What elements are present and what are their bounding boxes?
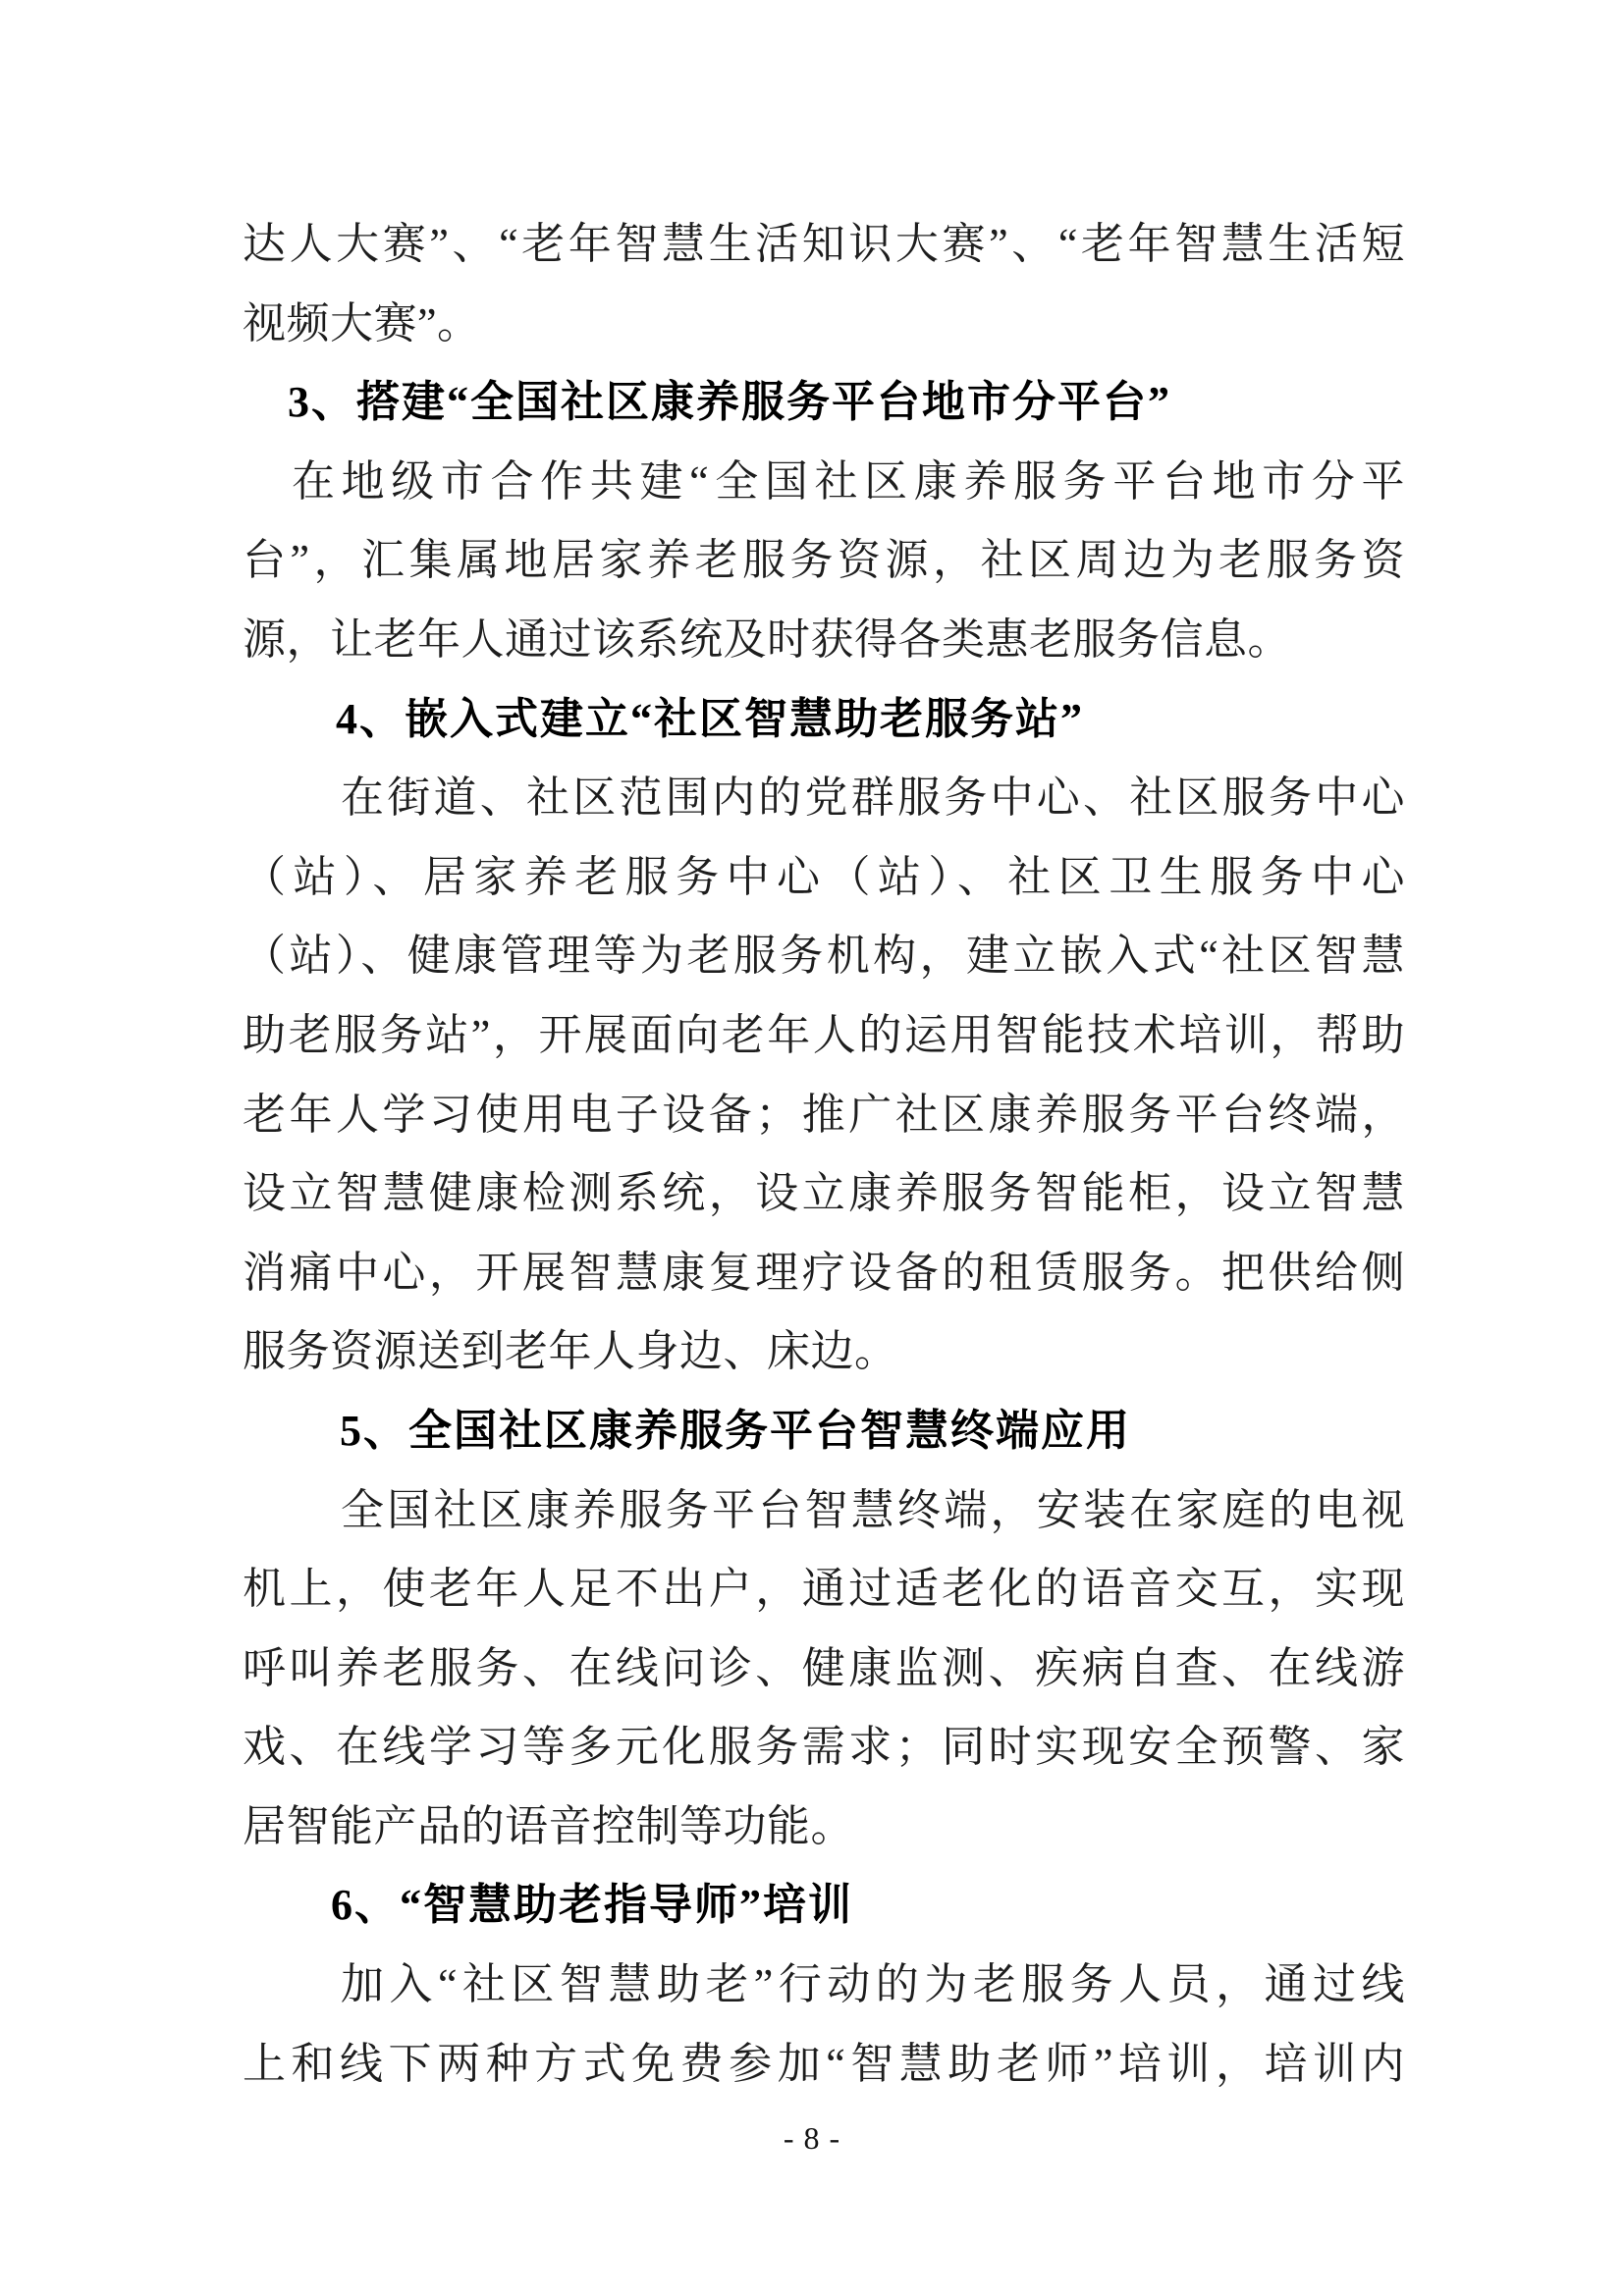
text-line: 源，让老年人通过该系统及时获得各类惠老服务信息。 <box>243 614 1291 664</box>
text-line: 居智能产品的语音控制等功能。 <box>243 1801 854 1850</box>
text-line: 在地级市合作共建“全国社区康养服务平台地市分平 <box>292 456 1405 506</box>
text-line: 全国社区康养服务平台智慧终端，安装在家庭的电视 <box>341 1485 1405 1534</box>
section-heading: 5、全国社区康养服务平台智慧终端应用 <box>340 1406 1131 1455</box>
section-heading: 4、嵌入式建立“社区智慧助老服务站” <box>336 694 1084 743</box>
text-line: 设立智慧健康检测系统，设立康养服务智能柜，设立智慧 <box>243 1169 1405 1218</box>
text-line: 服务资源送到老年人身边、床边。 <box>243 1327 898 1376</box>
text-line: 上和线下两种方式免费参加“智慧助老师”培训，培训内 <box>243 2039 1405 2088</box>
page-number: - 8 - <box>783 2120 841 2156</box>
text-line: 消痛中心，开展智慧康复理疗设备的租赁服务。把供给侧 <box>243 1248 1405 1297</box>
text-line: 达人大赛”、“老年智慧生活知识大赛”、“老年智慧生活短 <box>243 220 1405 268</box>
text-line: 老年人学习使用电子设备；推广社区康养服务平台终端， <box>243 1090 1405 1139</box>
text-line: 加入“社区智慧助老”行动的为老服务人员，通过线 <box>341 1960 1405 2009</box>
text-line: 在街道、社区范围内的党群服务中心、社区服务中心 <box>341 774 1405 823</box>
text-line: 助老服务站”，开展面向老年人的运用智能技术培训，帮助 <box>243 1010 1405 1059</box>
section-heading: 6、“智慧助老指导师”培训 <box>331 1881 853 1930</box>
text-line: 机上，使老年人足不出户，通过适老化的语音交互，实现 <box>243 1565 1405 1614</box>
section-heading: 3、搭建“全国社区康养服务平台地市分平台” <box>288 378 1171 427</box>
text-line: 呼叫养老服务、在线问诊、健康监测、疾病自查、在线游 <box>243 1643 1405 1692</box>
text-line: （站）、居家养老服务中心（站）、社区卫生服务中心 <box>243 852 1405 901</box>
document-text-block <box>243 205 1405 2104</box>
text-line: （站）、健康管理等为老服务机构，建立嵌入式“社区智慧 <box>243 932 1405 981</box>
text-line: 台”，汇集属地居家养老服务资源，社区周边为老服务资 <box>243 536 1405 585</box>
text-line: 戏、在线学习等多元化服务需求；同时实现安全预警、家 <box>243 1723 1405 1772</box>
text-line: 视频大赛”。 <box>243 298 481 347</box>
